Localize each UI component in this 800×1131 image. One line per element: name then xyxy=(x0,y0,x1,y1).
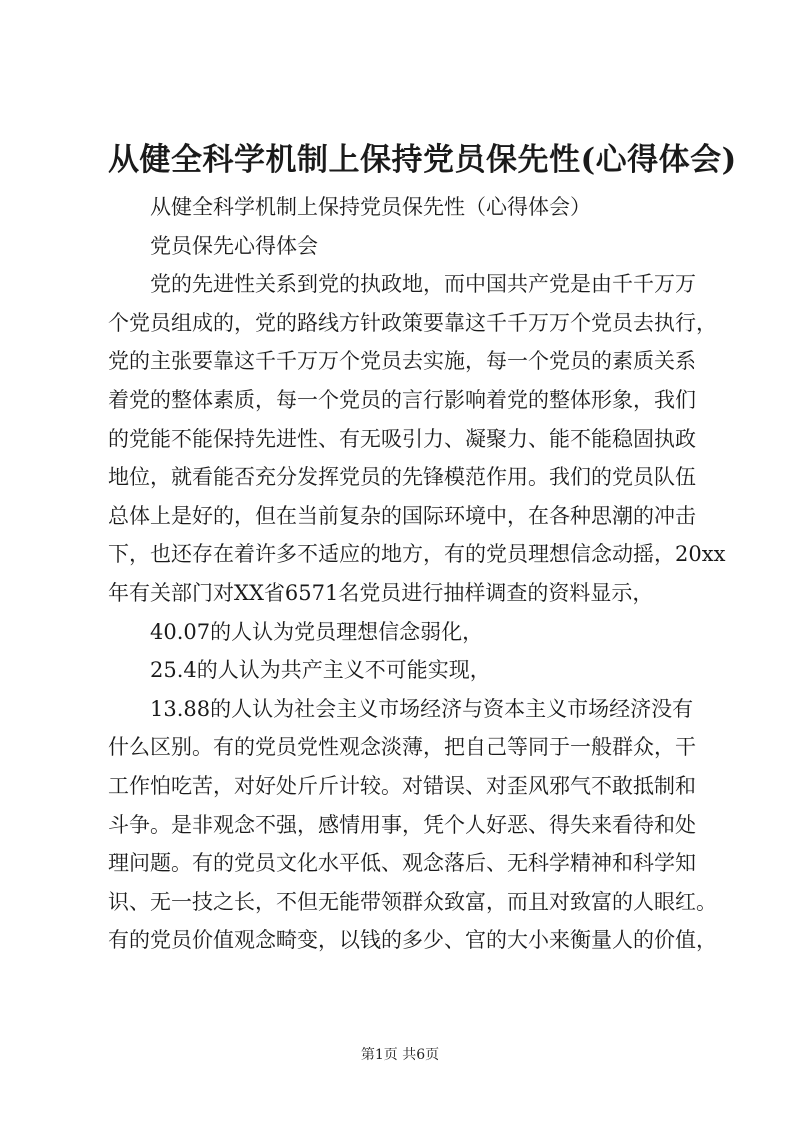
document-body xyxy=(108,188,726,960)
page-number-footer: 第1页 共6页 xyxy=(360,1047,440,1063)
paragraph-line: 理问题。有的党员文化水平低、观念落后、无科学精神和科学知 xyxy=(108,851,696,876)
paragraph-line: 下，也还存在着许多不适应的地方，有的党员理想信念动摇，20xx xyxy=(108,542,726,567)
subtitle-line: 从健全科学机制上保持党员保先性（心得体会） xyxy=(150,195,591,219)
paragraph-line: 党的先进性关系到党的执政地，而中国共产党是由千千万万 xyxy=(150,272,696,297)
paragraph-line: 党的主张要靠这千千万万个党员去实施，每一个党员的素质关系 xyxy=(108,349,696,374)
document-title: 从健全科学机制上保持党员保先性(心得体会) xyxy=(108,142,737,178)
paragraph-line: 着党的整体素质，每一个党员的言行影响着党的整体形象，我们 xyxy=(108,387,696,412)
statistic-line: 25.4的人认为共产主义不可能实现， xyxy=(150,658,491,683)
statistic-line: 40.07的人认为党员理想信念弱化， xyxy=(150,619,484,644)
paragraph-line: 总体上是好的，但在当前复杂的国际环境中，在各种思潮的冲击 xyxy=(108,503,696,528)
paragraph-line: 识、无一技之长，不但无能带领群众致富，而且对致富的人眼红。 xyxy=(108,889,717,914)
paragraph-line: 的党能不能保持先进性、有无吸引力、凝聚力、能不能稳固执政 xyxy=(108,426,696,451)
paragraph-line: 13.88的人认为社会主义市场经济与资本主义市场经济没有 xyxy=(150,696,694,721)
section-heading: 党员保先心得体会 xyxy=(150,233,318,258)
paragraph-line: 工作怕吃苦，对好处斤斤计较。对错误、对歪风邪气不敢抵制和 xyxy=(108,773,696,798)
paragraph-line: 有的党员价值观念畸变，以钱的多少、官的大小来衡量人的价值， xyxy=(108,928,717,953)
paragraph-line: 个党员组成的，党的路线方针政策要靠这千千万万个党员去执行， xyxy=(108,310,717,335)
paragraph-line: 年有关部门对XX省6571名党员进行抽样调查的资料显示， xyxy=(108,580,654,605)
paragraph-line: 什么区别。有的党员党性观念淡薄，把自己等同于一般群众，干 xyxy=(108,735,696,760)
paragraph-line: 地位，就看能否充分发挥党员的先锋模范作用。我们的党员队伍 xyxy=(108,465,696,490)
paragraph-line: 斗争。是非观念不强，感情用事，凭个人好恶、得失来看待和处 xyxy=(108,812,696,837)
